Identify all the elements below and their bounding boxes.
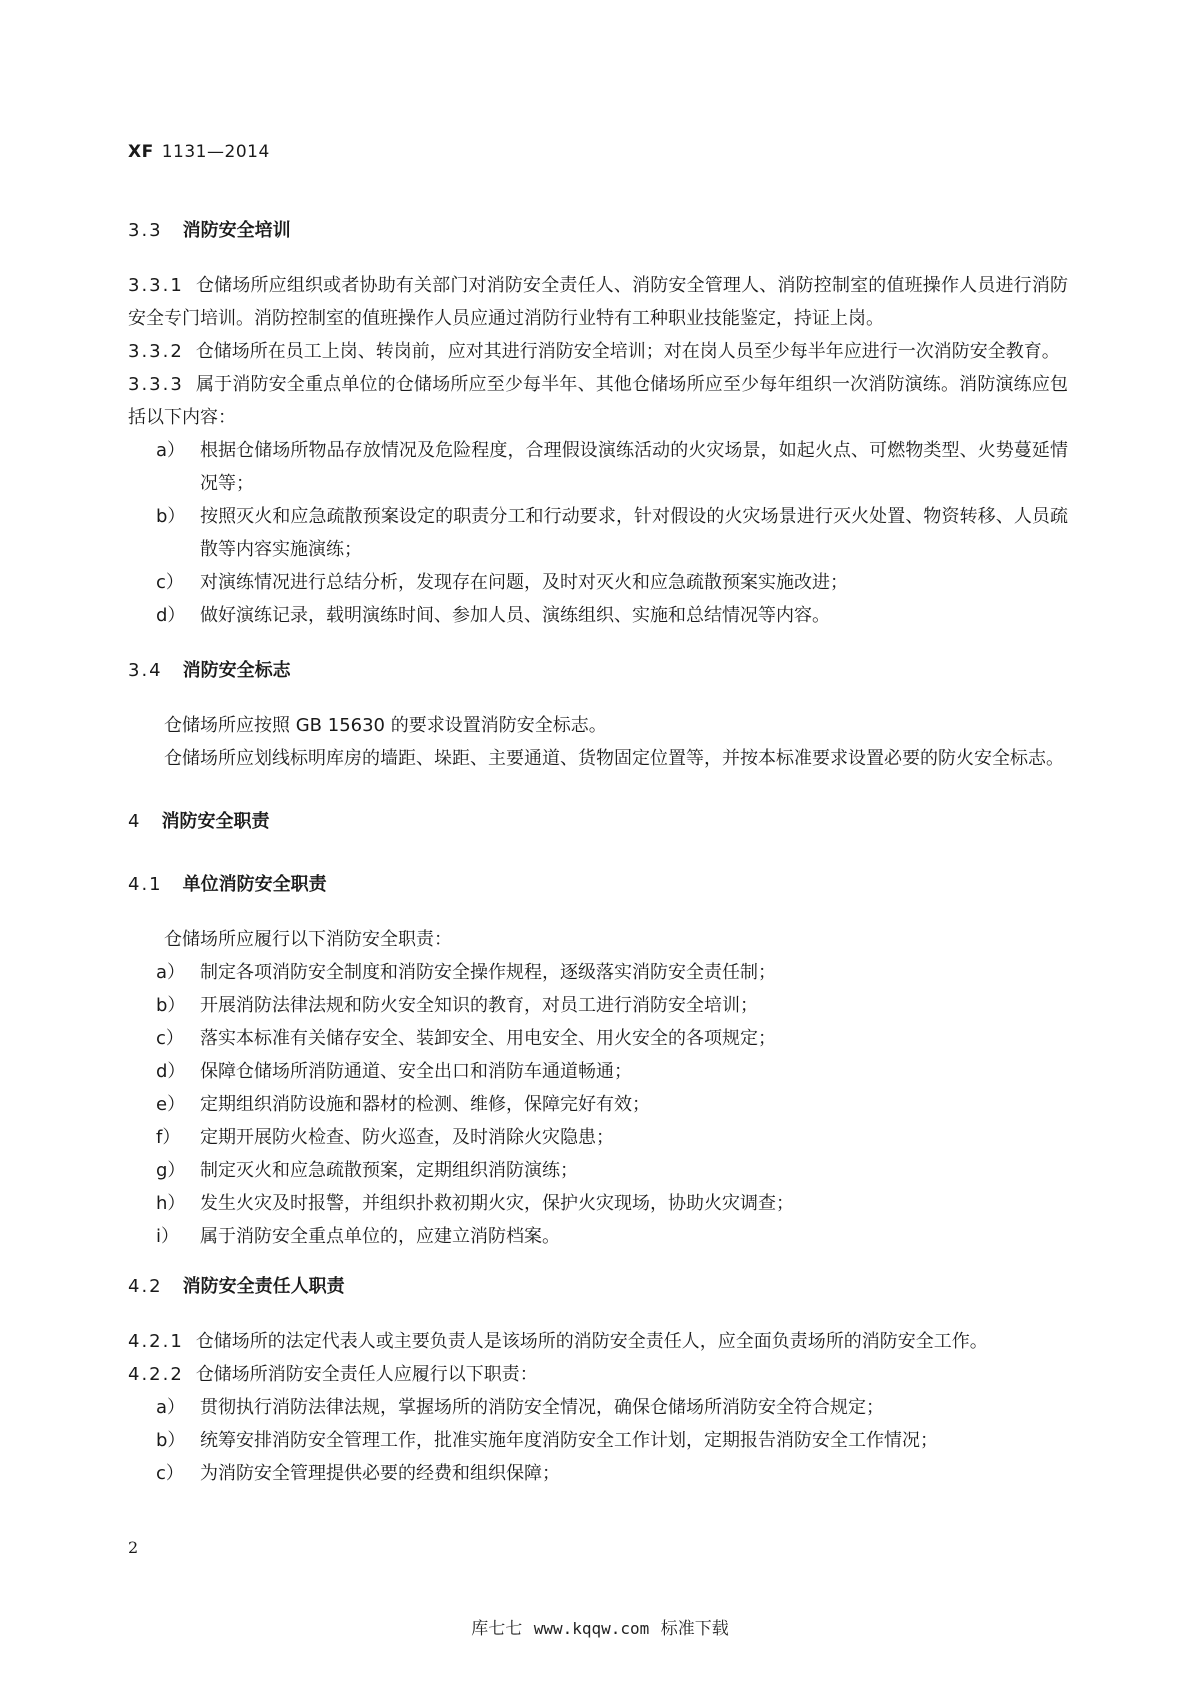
- section-heading-3-4: 3.4 消防安全标志: [128, 660, 291, 681]
- standard-code: [128, 142, 270, 162]
- document-body: [128, 214, 1068, 1490]
- list-item: d） 保障仓储场所消防通道、安全出口和消防车通道畅通；: [156, 1061, 632, 1082]
- list-item: h） 发生火灾及时报警，并组织扑救初期火灾，保护火灾现场，协助火灾调查；: [156, 1193, 794, 1214]
- paragraph: 仓储场所应履行以下消防安全职责：: [164, 929, 452, 950]
- section-heading-4-1: 4.1 单位消防安全职责: [128, 874, 327, 895]
- paragraph: 仓储场所应划线标明库房的墙距、垛距、主要通道、货物固定位置等，并按本标准要求设置必要的防火安全标志。: [164, 748, 1064, 769]
- clause-4-2-1: 4.2.1 仓储场所的法定代表人或主要负责人是该场所的消防安全责任人，应全面负责场所的消防安全工作。: [128, 1331, 988, 1352]
- clause-3-3-1: 3.3.1 仓储场所应组织或者协助有关部门对消防安全责任人、消防安全管理人、消防控制室的值班操作人员进行消防安全专门培训。消防控制室的值班操作人员应通过消防行业特有工种职业技能鉴定，持证上岗。: [128, 275, 1068, 329]
- list-item: d） 做好演练记录，载明演练时间、参加人员、演练组织、实施和总结情况等内容。: [156, 605, 830, 626]
- footer-site-name: 库七七: [471, 1619, 523, 1639]
- footer-url: www.kqqw.com: [533, 1619, 650, 1638]
- list-item: b） 开展消防法律法规和防火安全知识的教育，对员工进行消防安全培训；: [156, 995, 758, 1016]
- clause-3-3-2: 3.3.2 仓储场所在员工上岗、转岗前，应对其进行消防安全培训；对在岗人员至少每半年应进行一次消防安全教育。: [128, 341, 1060, 362]
- list-item: e） 定期组织消防设施和器材的检测、维修，保障完好有效；: [156, 1094, 650, 1115]
- footer-watermark: [0, 1614, 1200, 1639]
- paragraph: 仓储场所应按照 GB 15630 的要求设置消防安全标志。: [164, 715, 607, 736]
- list-item: a） 制定各项消防安全制度和消防安全操作规程，逐级落实消防安全责任制；: [156, 962, 776, 983]
- chapter-heading-4: 4 消防安全职责: [128, 811, 270, 832]
- list-item: c） 为消防安全管理提供必要的经费和组织保障；: [156, 1463, 560, 1484]
- list-item: f） 定期开展防火检查、防火巡查，及时消除火灾隐患；: [156, 1127, 614, 1148]
- standard-prefix: XF: [128, 142, 154, 162]
- list-item: a） 贯彻执行消防法律法规，掌握场所的消防安全情况，确保仓储场所消防安全符合规定；: [156, 1397, 884, 1418]
- footer-tagline: 标准下载: [660, 1619, 729, 1639]
- standard-number: 1131—2014: [161, 142, 270, 162]
- list-item: c） 对演练情况进行总结分析，发现存在问题，及时对灭火和应急疏散预案实施改进；: [156, 572, 848, 593]
- list-item: i） 属于消防安全重点单位的，应建立消防档案。: [156, 1226, 560, 1247]
- page-number: 2: [128, 1538, 139, 1557]
- list-item: g） 制定灭火和应急疏散预案，定期组织消防演练；: [156, 1160, 578, 1181]
- list-item: a） 根据仓储场所物品存放情况及危险程度，合理假设演练活动的火灾场景，如起火点、可燃物类型、火势蔓延情况等；: [156, 440, 1068, 494]
- clause-3-3-3: 3.3.3 属于消防安全重点单位的仓储场所应至少每半年、其他仓储场所应至少每年组织一次消防演练。消防演练应包括以下内容：: [128, 374, 1068, 428]
- list-item: c） 落实本标准有关储存安全、装卸安全、用电安全、用火安全的各项规定；: [156, 1028, 776, 1049]
- clause-4-2-2: 4.2.2 仓储场所消防安全责任人应履行以下职责：: [128, 1364, 538, 1385]
- section-heading-3-3: 3.3 消防安全培训: [128, 220, 291, 241]
- list-item: b） 统筹安排消防安全管理工作，批准实施年度消防安全工作计划，定期报告消防安全工作情况；: [156, 1430, 938, 1451]
- section-heading-4-2: 4.2 消防安全责任人职责: [128, 1276, 345, 1297]
- list-item: b） 按照灭火和应急疏散预案设定的职责分工和行动要求，针对假设的火灾场景进行灭火处置、物资转移、人员疏散等内容实施演练；: [156, 506, 1068, 560]
